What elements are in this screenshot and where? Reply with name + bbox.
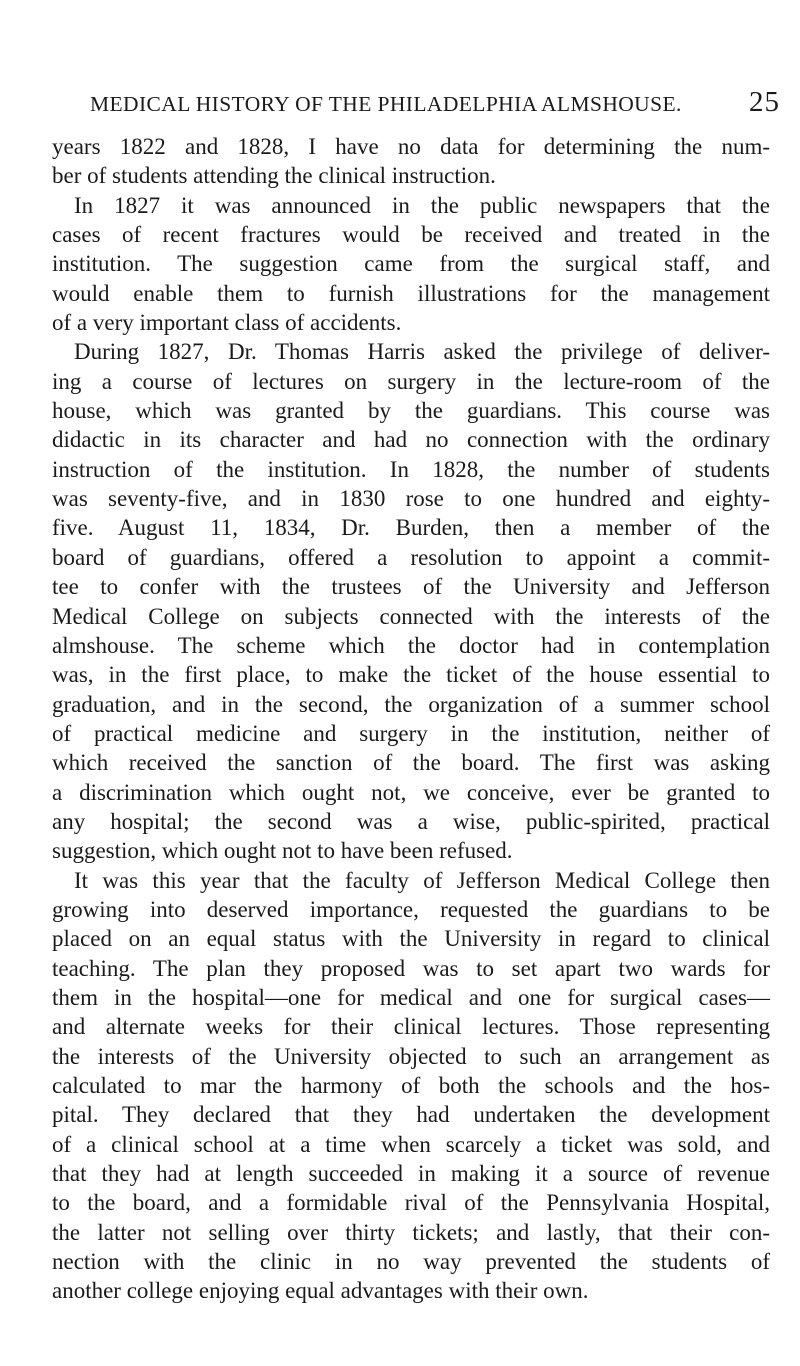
text-line: to the board, and a formidable rival of the Pennsylvania Hospital, (52, 1190, 770, 1216)
text-line: almshouse. The scheme which the doctor had in contemplation (52, 632, 770, 658)
text-line: of a very important class of accidents. (52, 310, 402, 336)
text-line: instruction of the institution. In 1828, the number of students (52, 456, 770, 482)
text-line: of practical medicine and surgery in the institution, neither of (52, 720, 770, 746)
text-line: cases of recent fractures would be received and treated in the (52, 222, 770, 248)
text-line: suggestion, which ought not to have been refused. (52, 838, 513, 864)
text-line: the interests of the University objected to such an arrangement as (52, 1043, 770, 1069)
text-line: which received the sanction of the board. The first was asking (52, 750, 770, 776)
text-line: and alternate weeks for their clinical lectures. Those representing (52, 1014, 770, 1040)
text-line: a discrimination which ought not, we conceive, ever be granted to (52, 779, 770, 805)
text-line: In 1827 it was announced in the public newspapers that the (74, 192, 770, 218)
text-line: During 1827, Dr. Thomas Harris asked the privilege of deliver- (74, 339, 770, 365)
text-line: placed on an equal status with the University in regard to clinical (52, 926, 770, 952)
text-line: was seventy-five, and in 1830 rose to one hundred and eighty- (52, 486, 770, 512)
text-line: board of guardians, offered a resolution to appoint a commit- (52, 544, 770, 570)
text-line: the latter not selling over thirty tickets; and lastly, that their con- (52, 1219, 770, 1245)
text-line: house, which was granted by the guardians. This course was (52, 398, 770, 424)
text-line: another college enjoying equal advantages with their own. (52, 1278, 589, 1304)
text-line: five. August 11, 1834, Dr. Burden, then a member of the (52, 515, 770, 541)
running-header-title: MEDICAL HISTORY OF THE PHILADELPHIA ALMSHOUSE. (90, 92, 682, 116)
text-line: ing a course of lectures on surgery in the lecture-room of the (52, 368, 770, 394)
text-line: It was this year that the faculty of Jefferson Medical College then (74, 867, 770, 893)
text-line: would enable them to furnish illustrations for the management (52, 280, 770, 306)
text-line: any hospital; the second was a wise, public-spirited, practical (52, 808, 770, 834)
text-line: was, in the first place, to make the ticket of the house essential to (52, 662, 770, 688)
text-line: of a clinical school at a time when scarcely a ticket was sold, and (52, 1131, 770, 1157)
text-line: teaching. The plan they proposed was to set apart two wards for (52, 955, 770, 981)
page-number: 25 (749, 86, 780, 118)
body-text (52, 132, 770, 1306)
text-line: tee to confer with the trustees of the University and Jefferson (52, 574, 770, 600)
text-line: didactic in its character and had no connection with the ordinary (52, 427, 770, 453)
text-line: pital. They declared that they had undertaken the development (52, 1102, 770, 1128)
running-header (90, 86, 780, 122)
text-line: institution. The suggestion came from the surgical staff, and (52, 251, 770, 277)
text-line: growing into deserved importance, requested the guardians to be (52, 896, 770, 922)
text-line: Medical College on subjects connected with the interests of the (52, 603, 770, 629)
text-line: calculated to mar the harmony of both the schools and the hos- (52, 1073, 770, 1098)
text-line: years 1822 and 1828, I have no data for determining the num- (52, 134, 770, 159)
text-line: graduation, and in the second, the organization of a summer school (52, 691, 770, 717)
text-line: ber of students attending the clinical instruction. (52, 163, 496, 189)
text-line: nection with the clinic in no way prevented the students of (52, 1249, 770, 1275)
text-line: that they had at length succeeded in making it a source of revenue (52, 1161, 770, 1187)
text-line: them in the hospital—one for medical and one for surgical cases— (52, 984, 770, 1010)
